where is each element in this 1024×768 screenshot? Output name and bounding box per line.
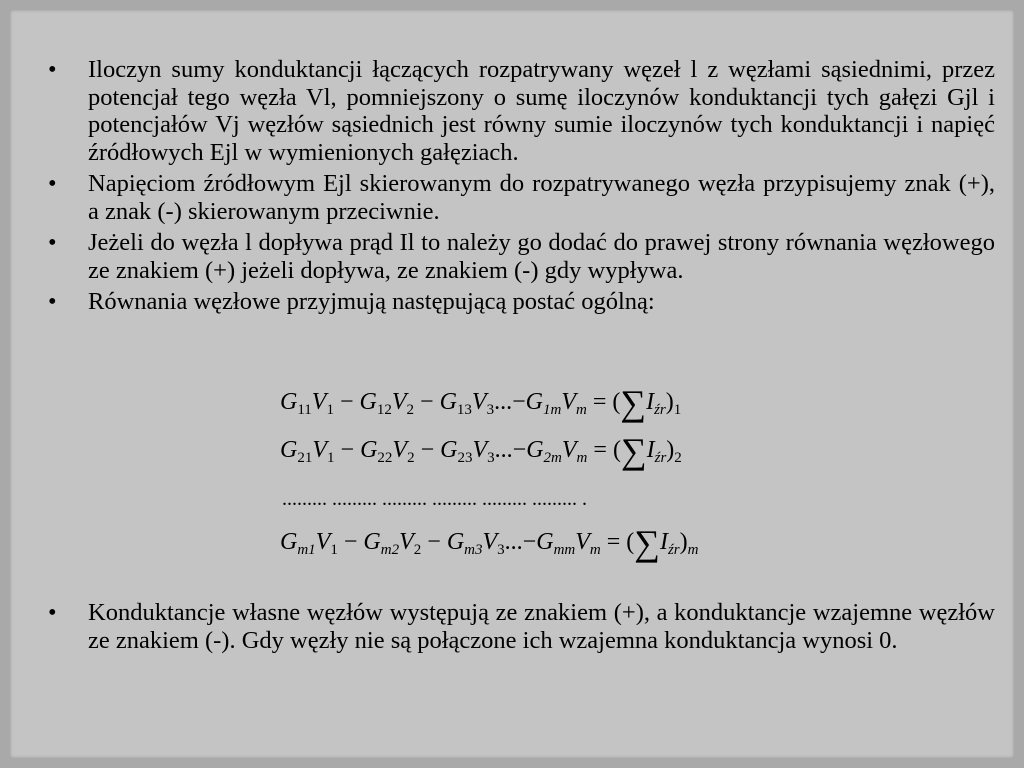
equation-row-2: $G_{21}V_1 - G_{22}V_2 - G_{23}V_3...-G_{2m}V_m = (\sum I_{źr})_2$ bbox=[280, 431, 682, 471]
bullet-text-5: Konduktancje własne węzłów występują ze znakiem (+), a konduktancje wzajemne węzłów ze znakiem (-). Gdy węzły nie są połączone ich wzajemna konduktancja wynosi 0. bbox=[88, 599, 995, 654]
slide bbox=[10, 10, 1014, 758]
bullet-dot: • bbox=[48, 288, 57, 315]
bullet-text-4: Równania węzłowe przyjmują następującą postać ogólną: bbox=[88, 288, 655, 315]
bullet-item-1 bbox=[48, 56, 995, 166]
bullet-item-2 bbox=[48, 170, 995, 225]
bullet-item-3 bbox=[48, 229, 995, 284]
equation-row-m: $G_{m1}V_1 - G_{m2}V_2 - G_{m3}V_3...-G_{mm}V_m = (\sum I_{źr})_m$ bbox=[280, 523, 699, 563]
bullet-dot: • bbox=[48, 229, 57, 256]
bullet-dot: • bbox=[48, 170, 57, 197]
bullet-item-5 bbox=[48, 599, 995, 654]
sigma-symbol: ∑ bbox=[620, 431, 647, 471]
ellipsis-row: ......... ......... ......... ......... ......... ......... . bbox=[282, 488, 587, 510]
bullet-item-4 bbox=[48, 288, 995, 316]
bullet-text-3: Jeżeli do węzła l dopływa prąd Il to należy go dodać do prawej strony równania węzłowego ze znakiem (+) jeżeli dopływa, ze znakiem (-) gdy wypływa. bbox=[88, 229, 995, 284]
sigma-symbol: ∑ bbox=[634, 523, 660, 563]
equation-row-1: $G_{11}V_1 - G_{12}V_2 - G_{13}V_3...-G_{1m}V_m = (\sum I_{źr})_1$ bbox=[280, 383, 682, 423]
bullet-text-2: Napięciom źródłowym Ejl skierowanym do rozpatrywanego węzła przypisujemy znak (+), a znak (-) skierowanym przeciwnie. bbox=[88, 170, 995, 225]
bullet-text-1: Iloczyn sumy konduktancji łączących rozpatrywany węzeł l z węzłami sąsiednimi, przez potencjał tego węzła Vl, pomniejszony o sumę iloczynów konduktancji tych gałęzi Gjl i potencjałów Vj węzłów sąsiednich jest równy sumie iloczynów tych konduktancji i napięć źródłowych Ejl w wymienionych gałęziach. bbox=[88, 56, 995, 166]
sigma-symbol: ∑ bbox=[620, 383, 647, 423]
bullet-dot: • bbox=[48, 56, 57, 83]
bullet-dot: • bbox=[48, 599, 57, 626]
